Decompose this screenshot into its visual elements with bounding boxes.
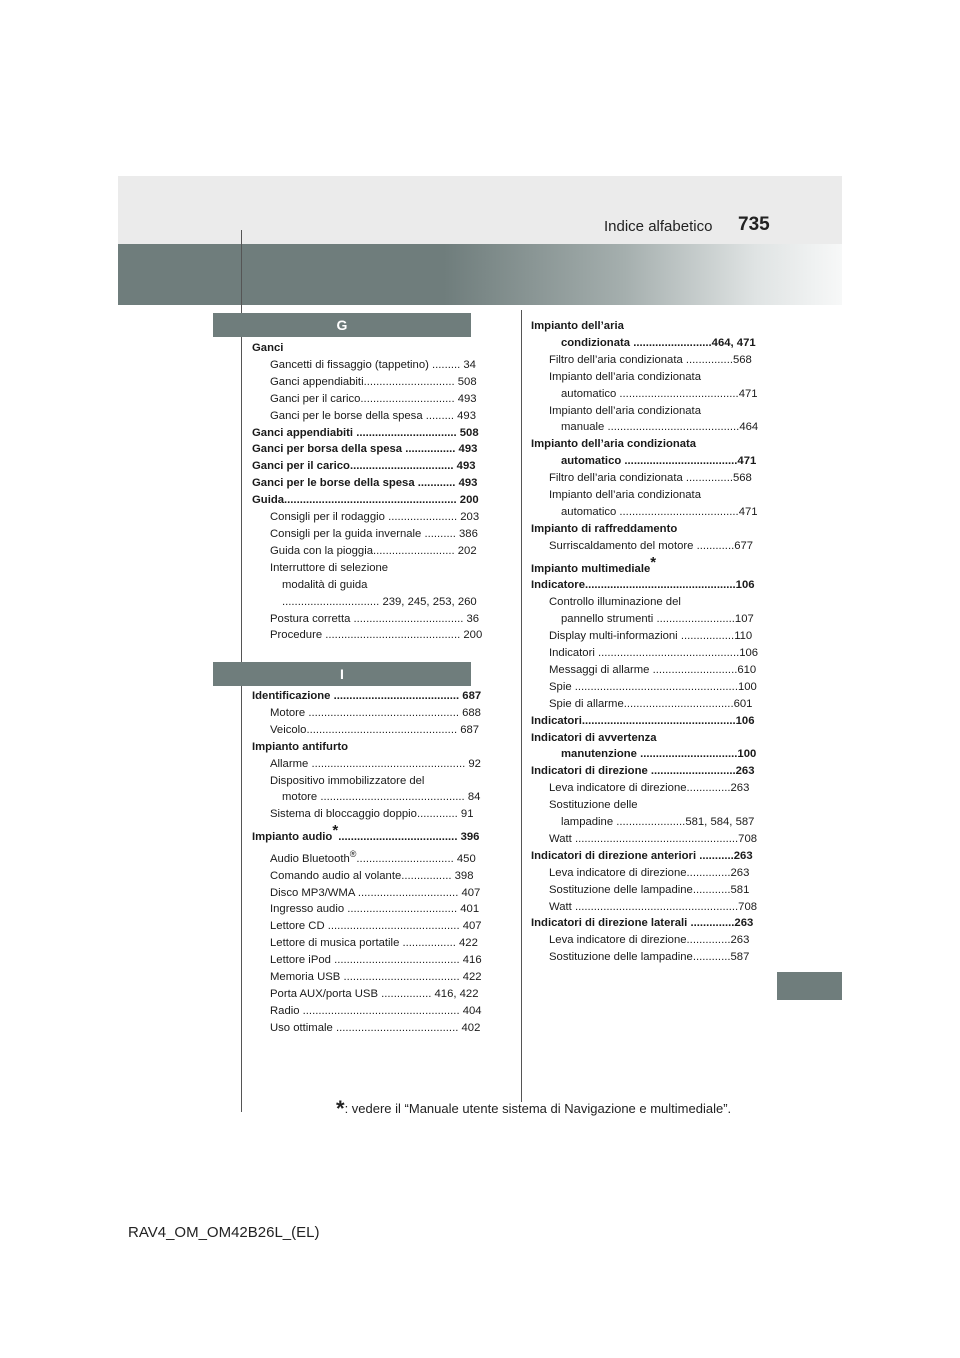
index-entry — [252, 739, 472, 756]
index-entry-pages: 610 — [737, 663, 757, 676]
index-entry — [531, 369, 751, 386]
dot-leader: ............. — [416, 808, 458, 821]
index-entry-label: Consigli per il rodaggio — [270, 511, 389, 524]
index-entry — [531, 555, 751, 578]
index-entry-label: Ganci per le borse della spesa — [252, 477, 418, 490]
index-entry — [531, 882, 751, 899]
index-entry-pages: 508 — [454, 375, 477, 388]
index-entry — [531, 713, 755, 730]
index-entry — [531, 763, 755, 780]
index-entry-label: Impianto multimediale — [531, 562, 651, 575]
dot-leader: ............................................. — [597, 646, 740, 659]
index-entry-pages: 587 — [730, 951, 750, 964]
dot-leader: ............................... — [356, 852, 454, 865]
index-entry-label: modalità di guida — [282, 578, 368, 591]
index-entry-pages: 92 — [465, 757, 481, 770]
index-entry — [252, 509, 480, 526]
index-entry — [531, 645, 759, 662]
index-entry-label: Porta AUX/porta USB — [270, 987, 382, 1000]
index-entry — [531, 487, 751, 504]
index-entry — [531, 814, 755, 831]
dot-leader: ........................................ — [334, 954, 460, 967]
index-entry-label: Guida con la pioggia — [270, 544, 374, 557]
index-entry-label: Audio Bluetooth — [270, 852, 350, 865]
index-entry-label: Sostituzione delle lampadine — [549, 883, 693, 896]
index-entry-label: automatico — [561, 455, 625, 468]
index-entry-label: condizionata — [561, 336, 634, 349]
index-entry — [531, 949, 751, 966]
index-entry — [531, 831, 758, 848]
index-entry — [531, 797, 751, 814]
index-entry — [531, 628, 751, 645]
dot-leader: ................................................ — [306, 723, 458, 736]
dot-leader: .............. — [686, 782, 731, 795]
index-entry-label: Uso ottimale — [270, 1021, 336, 1034]
index-entry — [531, 915, 754, 932]
index-entry-label: pannello strumenti — [561, 613, 657, 626]
index-entry-label: Impianto dell’aria condizionata — [549, 489, 701, 502]
footnote-marker: * — [650, 553, 657, 571]
index-entry-pages: 687 — [459, 690, 482, 702]
index-entry — [252, 969, 482, 986]
index-entry — [252, 901, 480, 918]
index-entry-pages: 688 — [458, 706, 481, 719]
index-entry-pages: 107 — [734, 613, 754, 626]
index-entry-pages: 568 — [732, 353, 752, 366]
dot-leader: ................................................ — [308, 706, 459, 719]
dot-leader: ............... — [685, 353, 733, 366]
index-entry — [252, 627, 483, 644]
dot-leader: .......................................... — [607, 421, 740, 434]
index-entry — [531, 594, 751, 611]
index-entry — [531, 419, 759, 436]
index-entry — [252, 1003, 482, 1020]
index-entry-label: Gancetti di fissaggio (tappetino) — [270, 358, 433, 371]
index-entry-pages: 422 — [455, 937, 478, 950]
index-entry — [252, 986, 479, 1003]
index-entry-label: Sostituzione delle — [549, 799, 638, 812]
index-entry-label: manutenzione — [561, 748, 641, 761]
dot-leader: ............ — [692, 951, 731, 964]
index-entry — [531, 679, 757, 696]
index-entry — [531, 746, 757, 763]
index-entry — [531, 848, 751, 865]
index-entry-label: Indicatori di direzione anteriori — [531, 849, 700, 862]
index-entry-pages: 450 — [453, 852, 476, 865]
index-entry-pages: 100 — [737, 748, 757, 761]
index-entry-pages: 508 — [456, 426, 479, 439]
dot-leader: ............................. — [363, 375, 455, 388]
index-entry-label: Surriscaldamento del motore — [549, 539, 697, 552]
index-entry — [252, 374, 477, 391]
dot-leader: ..................................... — [343, 971, 460, 984]
index-entry-label: Indicatori di avvertenza — [531, 731, 657, 744]
index-entry — [531, 577, 755, 594]
dot-leader: ......................... — [633, 336, 712, 349]
index-entry — [531, 662, 757, 679]
index-entry-label: Impianto di raffreddamento — [531, 522, 678, 535]
index-entry-pages: 464 — [739, 421, 759, 434]
side-thumb-tab — [777, 972, 842, 1000]
index-entry — [252, 594, 477, 611]
index-entry-label: Impianto dell’aria condizionata — [549, 404, 701, 417]
dot-leader: .......... — [424, 527, 456, 540]
index-entry — [252, 543, 477, 560]
index-entry-pages: 200 — [456, 494, 479, 507]
index-entry-label: Allarme — [270, 757, 312, 770]
index-entry-label: Ganci appendiabiti — [252, 426, 357, 439]
index-entry — [531, 932, 751, 949]
index-entry — [531, 538, 754, 555]
index-entry — [531, 318, 751, 335]
index-entry-label: Indicatore — [531, 579, 585, 592]
index-entry-pages: 91 — [457, 808, 474, 821]
index-entry-pages: 581, 584, 587 — [685, 816, 755, 829]
index-entry-label: Postura corretta — [270, 612, 354, 625]
index-entry-label: Spie di allarme — [549, 697, 624, 710]
index-entry-pages: 263 — [733, 849, 753, 862]
index-entry-label: Leva indicatore di direzione — [549, 934, 687, 947]
index-entry-label: Comando audio al volante — [270, 869, 402, 882]
dot-leader: ................. — [402, 937, 456, 950]
dot-leader: ................................... — [623, 697, 734, 710]
dot-leader: ........................................ — [333, 690, 460, 702]
index-entry-pages: 200 — [460, 629, 483, 642]
index-entry-label: Watt — [549, 832, 575, 845]
index-entry-label: Guida — [252, 494, 285, 507]
index-entry — [252, 458, 476, 475]
dot-leader: ...................................... — [619, 505, 739, 518]
index-entry-label: Dispositivo immobilizzatore del — [270, 774, 425, 787]
index-entry — [252, 492, 479, 509]
index-entry-pages: 416 — [459, 954, 482, 967]
dot-leader: .............. — [686, 934, 731, 947]
index-entry-pages: 396 — [457, 831, 480, 844]
index-entry — [252, 705, 481, 722]
index-entry — [531, 453, 757, 470]
index-entry-pages: 106 — [735, 579, 755, 592]
footnote — [336, 1096, 731, 1122]
index-entry — [252, 806, 472, 823]
index-entry-label: Ganci per borsa della spesa — [252, 443, 406, 456]
index-entry-pages: 106 — [739, 646, 759, 659]
dot-leader: .................................................... — [574, 832, 739, 845]
page-number: 735 — [738, 214, 770, 235]
index-entry-label: Leva indicatore di direzione — [549, 866, 687, 879]
index-entry-pages: 708 — [738, 900, 758, 913]
index-entry-label: Disco MP3/WMA — [270, 886, 358, 899]
index-entry — [252, 822, 480, 846]
dot-leader: ................................................. — [311, 757, 466, 770]
index-entry-pages: 263 — [730, 934, 750, 947]
index-entry-pages: 493 — [454, 409, 476, 422]
dot-leader: ................ — [401, 869, 452, 882]
index-entry — [531, 730, 751, 747]
dot-leader: .............................. — [360, 392, 455, 405]
index-entry-pages: 263 — [735, 765, 755, 778]
dot-leader: ............ — [417, 477, 456, 490]
index-entry-pages: 493 — [455, 443, 478, 456]
dot-leader: ...................................... — [338, 831, 458, 844]
index-entry — [252, 475, 478, 492]
index-entry-pages: 581 — [730, 883, 750, 896]
dot-leader: ................ — [381, 987, 432, 1000]
index-entry-label: Memoria USB — [270, 971, 344, 984]
index-entry-label: Messaggi di allarme — [549, 663, 653, 676]
index-entry — [252, 408, 476, 425]
index-entry-label: Sostituzione delle lampadine — [549, 951, 693, 964]
index-entry — [531, 335, 756, 352]
index-entry-pages: 416, 422 — [431, 987, 479, 1000]
index-entry — [531, 352, 751, 369]
index-entry — [252, 773, 472, 790]
index-entry-label: Impianto antifurto — [252, 740, 349, 753]
index-entry — [252, 611, 480, 628]
dot-leader: ............ — [696, 539, 735, 552]
dot-leader: .............. — [686, 866, 731, 879]
footnote-text: : vedere il “Manuale utente sistema di Navigazione e multimediale”. — [344, 1101, 732, 1116]
index-entry — [252, 918, 482, 935]
index-entry — [531, 696, 751, 713]
dot-leader: ................ — [405, 443, 456, 456]
dot-leader: ................................ — [356, 426, 457, 439]
index-entry — [252, 935, 478, 952]
index-entry-label: Interruttore di selezione — [270, 561, 389, 574]
index-entry-label: Ganci appendiabiti — [270, 375, 364, 388]
registered-mark: ® — [349, 848, 357, 859]
index-entry-pages: 202 — [454, 544, 477, 557]
index-entry-label: Ganci per il carico — [252, 460, 350, 473]
index-entry-label: Watt — [549, 900, 575, 913]
index-entry-label: Motore — [270, 706, 309, 719]
index-entry-label: Impianto dell’aria — [531, 320, 624, 332]
index-entry — [252, 391, 477, 408]
index-entry-label: Procedure — [270, 629, 326, 642]
dot-leader: ................................... — [347, 903, 458, 916]
index-entry-label: Indicatori di direzione — [531, 765, 651, 778]
dot-leader: .............. — [690, 917, 735, 930]
index-column-i — [252, 688, 482, 1037]
index-entry — [252, 425, 479, 442]
index-entry — [252, 441, 478, 458]
index-entry — [252, 756, 481, 773]
section-header-g: G — [213, 313, 471, 337]
dot-leader: ........................... — [652, 663, 738, 676]
index-column-right — [531, 318, 759, 966]
index-entry — [531, 470, 751, 487]
index-entry-label: manuale — [561, 421, 608, 434]
index-entry-label: automatico — [561, 387, 620, 400]
index-entry — [252, 577, 472, 594]
index-entry — [252, 952, 482, 969]
dot-leader: ......................... — [656, 613, 735, 626]
index-entry-pages: 36 — [463, 612, 480, 625]
index-entry — [531, 436, 751, 453]
dot-leader: ...................... — [616, 816, 686, 829]
index-entry-pages: 263 — [734, 917, 754, 930]
index-entry-label: Veicolo — [270, 723, 307, 736]
index-entry-pages: 239, 245, 253, 260 — [379, 595, 477, 608]
index-entry — [531, 504, 758, 521]
index-entry-label: Ganci — [252, 342, 284, 354]
dot-leader: ................................................. — [581, 714, 736, 727]
index-entry-label: Leva indicatore di direzione — [549, 782, 687, 795]
dot-leader: .................................................... — [574, 900, 739, 913]
index-entry-label: Impianto audio — [252, 831, 333, 844]
index-entry-label: lampadine — [561, 816, 617, 829]
index-entry — [252, 1020, 481, 1037]
index-entry-label: Radio — [270, 1004, 303, 1017]
index-entry — [252, 526, 478, 543]
index-entry-pages: 402 — [458, 1021, 481, 1034]
index-entry-label: Controllo illuminazione del — [549, 596, 681, 609]
index-entry-pages: 106 — [735, 714, 755, 727]
dot-leader: ........................................... — [325, 629, 461, 642]
index-entry-label: Impianto dell’aria condizionata — [549, 370, 701, 383]
index-entry-pages: 404 — [459, 1004, 482, 1017]
dot-leader: ......... — [425, 409, 454, 422]
index-entry-label: motore — [282, 791, 321, 804]
dot-leader: .................................... — [624, 455, 738, 468]
index-entry-label: Lettore di musica portatile — [270, 937, 403, 950]
index-entry-pages: 493 — [453, 460, 476, 473]
index-entry-pages: 464, 471 — [711, 336, 756, 349]
dot-leader: .......................................... — [327, 920, 460, 933]
index-entry — [531, 521, 751, 538]
dot-leader: .................................................. — [302, 1004, 460, 1017]
index-entry-label: Ingresso audio — [270, 903, 348, 916]
index-entry — [252, 885, 481, 902]
index-entry — [252, 789, 481, 806]
index-entry-label: Lettore iPod — [270, 954, 335, 967]
index-entry — [531, 611, 754, 628]
index-entry — [252, 560, 472, 577]
index-entry-pages: 687 — [457, 723, 480, 736]
dot-leader: ........... — [699, 849, 734, 862]
index-entry-pages: 203 — [457, 511, 480, 524]
dot-leader: ................................ — [357, 886, 459, 899]
index-entry-pages: 110 — [734, 630, 753, 643]
dot-leader: ............... — [685, 472, 733, 485]
header-gradient-band — [118, 244, 842, 305]
dot-leader: ............ — [692, 883, 731, 896]
index-column-g — [252, 340, 483, 644]
index-entry-pages: 100 — [737, 680, 757, 693]
dot-leader: ................................................ — [585, 579, 736, 592]
index-entry — [252, 340, 472, 357]
index-entry-label: Consigli per la guida invernale — [270, 527, 425, 540]
dot-leader: ........................... — [650, 765, 736, 778]
dot-leader: ............................... — [640, 748, 738, 761]
index-entry-pages: 708 — [738, 832, 758, 845]
index-entry-label: automatico — [561, 505, 620, 518]
index-entry-pages: 493 — [455, 477, 478, 490]
index-entry-pages: 84 — [464, 791, 481, 804]
section-header-i: I — [213, 662, 471, 686]
index-entry — [531, 780, 751, 797]
dot-leader: ................................... — [353, 612, 464, 625]
column-divider — [521, 310, 522, 1102]
dot-leader: ................................. — [349, 460, 454, 473]
index-entry-label: Indicatori — [549, 646, 598, 659]
index-entry-label: Identificazione — [252, 690, 334, 702]
dot-leader: ............................... — [282, 595, 380, 608]
index-entry-pages: 493 — [454, 392, 477, 405]
index-entry-pages: 263 — [730, 782, 750, 795]
index-entry — [252, 357, 476, 374]
index-entry-pages: 568 — [732, 472, 752, 485]
index-entry-label: Sistema di bloccaggio doppio — [270, 808, 417, 821]
index-entry — [531, 403, 751, 420]
index-entry-pages: 407 — [459, 920, 482, 933]
index-entry — [252, 722, 480, 739]
index-entry — [252, 846, 476, 868]
index-entry-label: Spie — [549, 680, 575, 693]
index-entry-label: Indicatori di direzione laterali — [531, 917, 691, 930]
index-entry-label: Filtro dell’aria condizionata — [549, 472, 686, 485]
header-bar — [118, 176, 842, 244]
index-entry-pages: 471 — [738, 505, 758, 518]
dot-leader: ...................... — [388, 511, 458, 524]
dot-leader: ....................................... — [335, 1021, 459, 1034]
index-entry-label: Ganci per il carico — [270, 392, 361, 405]
index-entry-label: Lettore CD — [270, 920, 328, 933]
document-code: RAV4_OM_OM42B26L_(EL) — [128, 1224, 320, 1241]
dot-leader: .............................................. — [320, 791, 465, 804]
dot-leader: .................................................... — [574, 680, 738, 693]
index-entry-label: Indicatori — [531, 714, 582, 727]
page-section-title: Indice alfabetico — [604, 218, 713, 235]
index-entry-pages: 263 — [730, 866, 750, 879]
index-entry-pages: 422 — [459, 971, 482, 984]
dot-leader: ................. — [680, 630, 735, 643]
index-entry-label: Filtro dell’aria condizionata — [549, 353, 686, 366]
dot-leader: ......... — [432, 358, 461, 371]
index-entry — [531, 386, 758, 403]
index-entry-pages: 677 — [734, 539, 754, 552]
index-entry-pages: 601 — [733, 697, 753, 710]
dot-leader: ...................................... — [619, 387, 739, 400]
index-entry-pages: 471 — [737, 455, 757, 468]
index-entry-pages: 398 — [451, 869, 474, 882]
index-entry-label: Ganci per le borse della spesa — [270, 409, 426, 422]
index-entry-pages: 407 — [458, 886, 481, 899]
index-entry — [531, 899, 758, 916]
footnote-marker: * — [332, 822, 339, 840]
index-entry-label: Impianto dell’aria condizionata — [531, 438, 697, 451]
index-entry-pages: 401 — [457, 903, 480, 916]
dot-leader: ....................................................... — [284, 494, 457, 507]
index-entry-pages: 471 — [738, 387, 758, 400]
index-entry-pages: 34 — [460, 358, 476, 371]
footnote-star: * — [336, 1096, 345, 1121]
dot-leader: .......................... — [373, 544, 455, 557]
index-entry — [531, 865, 751, 882]
index-entry — [252, 688, 482, 705]
index-entry-label: Display multi-informazioni — [549, 630, 681, 643]
index-entry-pages: 386 — [455, 527, 478, 540]
index-entry — [252, 868, 472, 885]
